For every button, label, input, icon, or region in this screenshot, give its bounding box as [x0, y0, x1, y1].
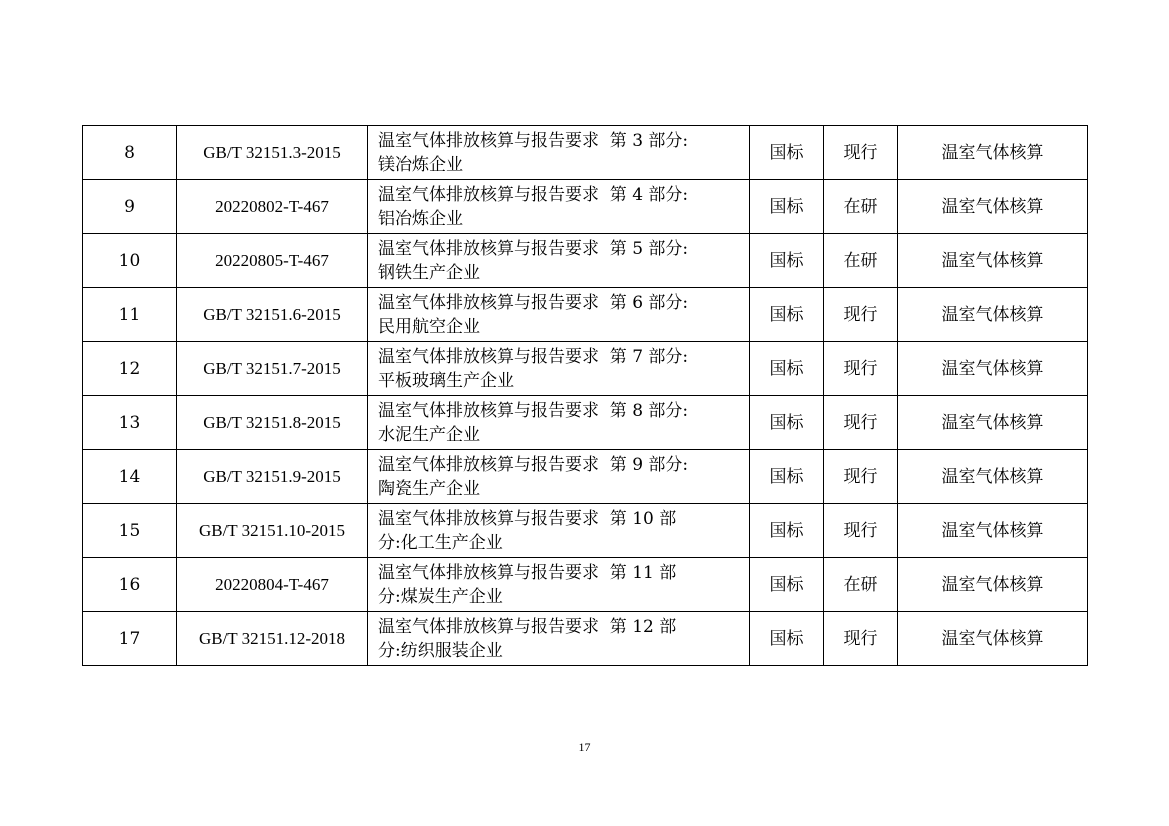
standard-name-line-1: 温室气体排放核算与报告要求 第 8 部分: — [378, 400, 689, 421]
standard-level-cell: 国标 — [750, 396, 824, 450]
standard-code-cell: GB/T 32151.8-2015 — [177, 396, 368, 450]
standard-level-cell: 国标 — [750, 450, 824, 504]
standard-code-cell: GB/T 32151.6-2015 — [177, 288, 368, 342]
standard-code-cell: 20220802-T-467 — [177, 180, 368, 234]
standard-code-cell: 20220804-T-467 — [177, 558, 368, 612]
standard-code-cell: GB/T 32151.7-2015 — [177, 342, 368, 396]
table-row — [83, 504, 1088, 558]
standard-name-line-2: 水泥生产企业 — [378, 424, 480, 445]
standard-level-cell: 国标 — [750, 504, 824, 558]
standard-status-cell: 现行 — [824, 288, 898, 342]
standard-category-cell: 温室气体核算 — [898, 288, 1088, 342]
standard-name-cell — [368, 126, 750, 180]
standard-level-cell: 国标 — [750, 234, 824, 288]
standard-name-cell — [368, 396, 750, 450]
row-number-cell: 15 — [83, 504, 177, 558]
standard-category-cell: 温室气体核算 — [898, 612, 1088, 666]
table-row — [83, 558, 1088, 612]
row-number-cell: 8 — [83, 126, 177, 180]
standard-name-line-1: 温室气体排放核算与报告要求 第 10 部 — [378, 508, 677, 529]
row-number-cell: 16 — [83, 558, 177, 612]
standard-name-line-2: 陶瓷生产企业 — [378, 478, 480, 499]
standard-status-cell: 现行 — [824, 612, 898, 666]
row-number-cell: 12 — [83, 342, 177, 396]
standard-name-line-1: 温室气体排放核算与报告要求 第 11 部 — [378, 562, 677, 583]
standard-code-cell: GB/T 32151.10-2015 — [177, 504, 368, 558]
standard-name-line-1: 温室气体排放核算与报告要求 第 4 部分: — [378, 184, 689, 205]
standard-name-line-1: 温室气体排放核算与报告要求 第 6 部分: — [378, 292, 689, 313]
standard-name-cell — [368, 234, 750, 288]
standard-name-line-2: 分:纺织服装企业 — [378, 640, 503, 661]
standard-name-cell — [368, 288, 750, 342]
standard-name-line-2: 分:煤炭生产企业 — [378, 586, 503, 607]
standard-category-cell: 温室气体核算 — [898, 504, 1088, 558]
table-row — [83, 342, 1088, 396]
standard-name-line-1: 温室气体排放核算与报告要求 第 5 部分: — [378, 238, 689, 259]
standard-name-line-1: 温室气体排放核算与报告要求 第 3 部分: — [378, 130, 689, 151]
standard-name-line-1: 温室气体排放核算与报告要求 第 9 部分: — [378, 454, 689, 475]
row-number-cell: 9 — [83, 180, 177, 234]
standard-status-cell: 现行 — [824, 342, 898, 396]
standard-name-line-2: 钢铁生产企业 — [378, 262, 480, 283]
standard-category-cell: 温室气体核算 — [898, 342, 1088, 396]
standard-category-cell: 温室气体核算 — [898, 450, 1088, 504]
standard-name-cell — [368, 558, 750, 612]
table-row — [83, 234, 1088, 288]
standard-level-cell: 国标 — [750, 342, 824, 396]
table-row — [83, 450, 1088, 504]
standards-table-body — [83, 126, 1088, 666]
row-number-cell: 11 — [83, 288, 177, 342]
standard-status-cell: 现行 — [824, 126, 898, 180]
standard-name-cell — [368, 504, 750, 558]
standard-code-cell: 20220805-T-467 — [177, 234, 368, 288]
standards-table — [82, 125, 1088, 666]
standard-code-cell: GB/T 32151.3-2015 — [177, 126, 368, 180]
standard-status-cell: 现行 — [824, 504, 898, 558]
standard-category-cell: 温室气体核算 — [898, 234, 1088, 288]
standard-level-cell: 国标 — [750, 126, 824, 180]
standard-status-cell: 在研 — [824, 234, 898, 288]
standard-name-line-1: 温室气体排放核算与报告要求 第 7 部分: — [378, 346, 689, 367]
standard-level-cell: 国标 — [750, 180, 824, 234]
standard-code-cell: GB/T 32151.12-2018 — [177, 612, 368, 666]
standard-name-line-2: 民用航空企业 — [378, 316, 480, 337]
standard-name-cell — [368, 180, 750, 234]
standard-category-cell: 温室气体核算 — [898, 180, 1088, 234]
standard-status-cell: 现行 — [824, 396, 898, 450]
standard-name-cell — [368, 612, 750, 666]
page-number: 17 — [578, 740, 591, 754]
table-row — [83, 180, 1088, 234]
standard-status-cell: 在研 — [824, 180, 898, 234]
standard-status-cell: 现行 — [824, 450, 898, 504]
row-number-cell: 17 — [83, 612, 177, 666]
standard-name-line-2: 分:化工生产企业 — [378, 532, 503, 553]
standard-level-cell: 国标 — [750, 612, 824, 666]
row-number-cell: 14 — [83, 450, 177, 504]
standard-name-cell — [368, 450, 750, 504]
standard-status-cell: 在研 — [824, 558, 898, 612]
standard-name-line-2: 铝冶炼企业 — [378, 208, 463, 229]
standard-category-cell: 温室气体核算 — [898, 126, 1088, 180]
standard-name-cell — [368, 342, 750, 396]
standard-level-cell: 国标 — [750, 288, 824, 342]
standard-category-cell: 温室气体核算 — [898, 558, 1088, 612]
standard-name-line-2: 平板玻璃生产企业 — [378, 370, 514, 391]
row-number-cell: 10 — [83, 234, 177, 288]
table-row — [83, 612, 1088, 666]
table-row — [83, 396, 1088, 450]
standard-category-cell: 温室气体核算 — [898, 396, 1088, 450]
standard-level-cell: 国标 — [750, 558, 824, 612]
standard-name-line-1: 温室气体排放核算与报告要求 第 12 部 — [378, 616, 677, 637]
standard-name-line-2: 镁冶炼企业 — [378, 154, 463, 175]
table-row — [83, 126, 1088, 180]
standard-code-cell: GB/T 32151.9-2015 — [177, 450, 368, 504]
row-number-cell: 13 — [83, 396, 177, 450]
table-row — [83, 288, 1088, 342]
